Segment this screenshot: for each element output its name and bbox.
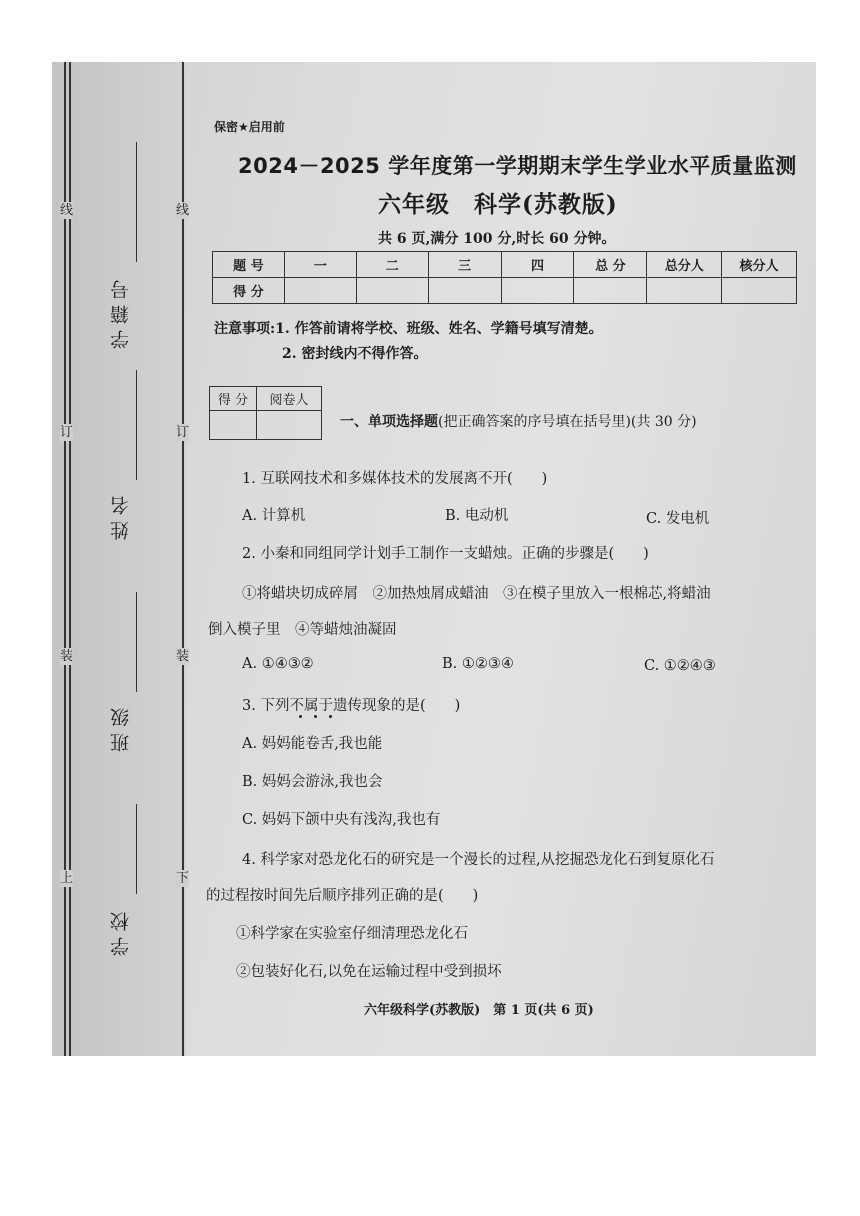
question-2-option-a: A. ①④③② xyxy=(242,656,314,672)
seal-label-xian-inner: 线 xyxy=(60,203,74,218)
score-cell[interactable] xyxy=(284,278,356,304)
emphasis-dot xyxy=(299,715,302,718)
score-table-score-row xyxy=(213,278,797,304)
name-label: 姓名 xyxy=(110,490,132,540)
grader-score-label: 得 分 xyxy=(210,387,257,411)
score-header-cell: 核分人 xyxy=(722,252,797,278)
question-2-steps-line-2: 倒入模子里 ④等蜡烛油凝固 xyxy=(208,622,397,638)
seal-label-ding-inner: 订 xyxy=(60,425,74,440)
score-header-cell: 三 xyxy=(428,252,501,278)
seal-label-shang: 上 xyxy=(60,871,74,886)
emphasis-dot xyxy=(314,715,317,718)
student-id-fill-line[interactable] xyxy=(136,142,137,262)
score-header-cell: 四 xyxy=(501,252,574,278)
score-row-label: 得 分 xyxy=(213,278,285,304)
class-fill-line[interactable] xyxy=(136,592,137,692)
question-4-item-2: ②包装好化石,以免在运输过程中受到损坏 xyxy=(236,964,502,980)
score-header-cell: 一 xyxy=(284,252,356,278)
page-footer: 六年级科学(苏教版) 第 1 页(共 6 页) xyxy=(364,1003,594,1018)
question-3-option-c: C. 妈妈下颌中央有浅沟,我也有 xyxy=(242,812,441,828)
question-1-option-b: B. 电动机 xyxy=(445,508,509,524)
question-1-stem: 1. 互联网技术和多媒体技术的发展离不开( ) xyxy=(242,471,548,487)
score-cell[interactable] xyxy=(722,278,797,304)
question-1-option-c: C. 发电机 xyxy=(646,511,710,527)
grader-score-cell[interactable] xyxy=(210,411,257,440)
question-2-option-b: B. ①②③④ xyxy=(442,656,514,672)
seal-label-zhuang-outer: 装 xyxy=(176,649,190,664)
section-1-title: 一、单项选择题 xyxy=(340,414,438,430)
score-cell[interactable] xyxy=(356,278,428,304)
question-3-stem: 3. 下列不属于遗传现象的是( ) xyxy=(242,698,461,714)
seal-label-zhuang-inner: 装 xyxy=(60,649,74,664)
exam-info: 共 6 页,满分 100 分,时长 60 分钟。 xyxy=(378,231,616,247)
question-1-option-a: A. 计算机 xyxy=(242,508,306,524)
seal-label-xian-outer: 线 xyxy=(176,203,190,218)
question-3-option-b: B. 妈妈会游泳,我也会 xyxy=(242,774,383,790)
exam-subtitle: 六年级 科学(苏教版) xyxy=(378,191,618,218)
notes-item: 2. 密封线内不得作答。 xyxy=(282,346,428,362)
question-2-steps-line-1: ①将蜡块切成碎屑 ②加热烛屑成蜡油 ③在模子里放入一根棉芯,将蜡油 xyxy=(242,586,711,602)
question-2-stem: 2. 小秦和同组同学计划手工制作一支蜡烛。正确的步骤是( ) xyxy=(242,546,649,562)
student-id-label: 学籍号 xyxy=(110,274,132,349)
exam-title: 2024－2025 学年度第一学期期末学生学业水平质量监测 xyxy=(238,154,797,178)
binding-strip xyxy=(52,62,190,1056)
seal-label-ding-outer: 订 xyxy=(176,425,190,440)
seal-label-xia: 下 xyxy=(176,871,190,886)
score-header-cell: 总分人 xyxy=(647,252,722,278)
school-label: 学校 xyxy=(110,906,132,956)
grader-name-cell[interactable] xyxy=(257,411,322,440)
secrecy-mark: 保密★启用前 xyxy=(214,120,285,134)
notes-line-1 xyxy=(214,317,603,342)
question-4-stem-line-1: 4. 科学家对恐龙化石的研究是一个漫长的过程,从挖掘恐龙化石到复原化石 xyxy=(242,852,715,868)
score-table xyxy=(212,251,797,304)
question-2-option-c: C. ①②④③ xyxy=(644,658,716,674)
section-1-heading xyxy=(340,411,697,431)
score-table-header-row xyxy=(213,252,797,278)
question-4-stem-line-2: 的过程按时间先后顺序排列正确的是( ) xyxy=(206,888,479,904)
score-cell[interactable] xyxy=(574,278,647,304)
score-header-cell: 题 号 xyxy=(213,252,285,278)
score-cell[interactable] xyxy=(647,278,722,304)
question-3-option-a: A. 妈妈能卷舌,我也能 xyxy=(242,736,383,752)
notes-item: 1. 作答前请将学校、班级、姓名、学籍号填写清楚。 xyxy=(275,321,603,337)
grader-name-label: 阅卷人 xyxy=(257,387,322,411)
section-1-instruction: (把正确答案的序号填在括号里)(共 30 分) xyxy=(438,414,697,430)
score-cell[interactable] xyxy=(501,278,574,304)
exam-paper xyxy=(52,62,816,1056)
question-4-item-1: ①科学家在实验室仔细清理恐龙化石 xyxy=(236,926,468,942)
score-header-cell: 总 分 xyxy=(574,252,647,278)
class-label: 班级 xyxy=(110,702,132,752)
name-fill-line[interactable] xyxy=(136,370,137,480)
emphasis-dot xyxy=(329,715,332,718)
score-header-cell: 二 xyxy=(356,252,428,278)
notes xyxy=(214,317,603,367)
grader-box xyxy=(209,386,322,440)
score-cell[interactable] xyxy=(428,278,501,304)
school-fill-line[interactable] xyxy=(136,804,137,894)
notes-label: 注意事项: xyxy=(214,321,276,337)
